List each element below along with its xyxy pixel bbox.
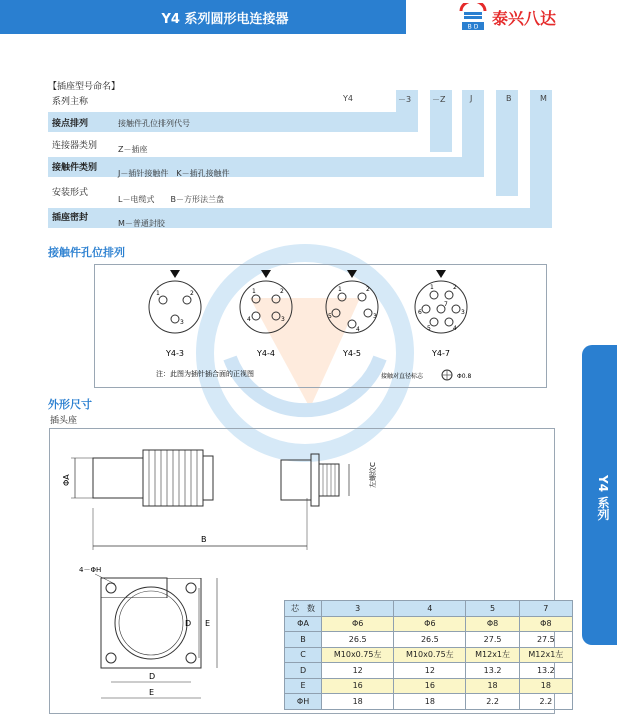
table-row-label: ΦH: [285, 694, 322, 710]
svg-text:2: 2: [190, 290, 194, 297]
table-row-label: D: [285, 663, 322, 679]
code-seal: M: [540, 94, 547, 103]
table-cell: M12x1左: [466, 647, 519, 663]
row-label-3: 连接器类别: [52, 141, 98, 151]
svg-text:1: 1: [252, 288, 256, 295]
svg-text:1: 1: [338, 286, 342, 293]
table-row: [285, 632, 573, 648]
brand-logo-icon: [458, 3, 488, 31]
table-cell: 16: [394, 678, 466, 694]
mount-hole-icon: [106, 653, 116, 663]
legend-label: 接触对直径标志: [381, 373, 424, 380]
socket-flange: [311, 454, 319, 506]
socket-thread: [319, 464, 339, 496]
mount-hole-icon: [186, 653, 196, 663]
code-series: Y4: [343, 94, 353, 103]
dim-phiA-label: ΦA: [62, 474, 71, 486]
layout-name-y4-5: Y4-5: [343, 349, 361, 358]
plug-body: [93, 458, 143, 498]
table-row: [285, 694, 573, 710]
table-header-cell: 3: [322, 601, 394, 617]
table-cell: 18: [466, 678, 519, 694]
layout-y4-4: [240, 270, 292, 358]
svg-text:5: 5: [427, 325, 431, 332]
pins-note: 注：此图为插针插合面的正视图: [156, 370, 254, 378]
svg-text:3: 3: [180, 319, 184, 326]
table-cell: Φ8: [519, 616, 572, 632]
table-cell: 18: [394, 694, 466, 710]
table-row: [285, 663, 573, 679]
code-col-b: [496, 90, 518, 196]
layout-y4-5: [326, 270, 378, 358]
svg-text:2: 2: [280, 288, 284, 295]
code-mount: B: [506, 94, 512, 103]
table-cell: 18: [322, 694, 394, 710]
svg-text:1: 1: [156, 290, 160, 297]
layout-y4-7: [415, 270, 467, 358]
dim-d2-label: D: [149, 672, 156, 681]
key-triangle-icon: [261, 270, 271, 278]
key-triangle-icon: [170, 270, 180, 278]
svg-text:5: 5: [328, 313, 332, 320]
svg-text:3: 3: [281, 316, 285, 323]
key-triangle-icon: [436, 270, 446, 278]
table-cell: 26.5: [322, 632, 394, 648]
row-label-4: 接触件类别: [52, 163, 98, 173]
svg-text:7: 7: [444, 301, 448, 308]
table-cell: M12x1左: [519, 647, 572, 663]
row-label-5: 安装形式: [52, 188, 89, 198]
svg-text:4: 4: [247, 316, 251, 323]
mount-hole-icon: [106, 583, 116, 593]
row-bar-4: [48, 157, 484, 177]
svg-text:4: 4: [453, 325, 457, 332]
table-cell: 12: [322, 663, 394, 679]
table-header-row: [285, 601, 573, 617]
table-cell: 16: [322, 678, 394, 694]
row-bar-2: [48, 112, 418, 132]
legend-value: Φ0.8: [457, 373, 472, 380]
table-header-cell: 5: [466, 601, 519, 617]
flange-front-view-diagram: [49, 578, 279, 714]
row-desc-5: L－电缆式 B－方形法兰盘: [118, 195, 224, 204]
row-desc-4: J－插针接触件 K－插孔接触件: [118, 169, 230, 178]
table-cell: 2.2: [519, 694, 572, 710]
row-desc-6: M－普通封胶: [118, 219, 165, 228]
svg-text:2: 2: [366, 286, 370, 293]
row-desc-3: Z－插座: [118, 145, 148, 154]
svg-text:4: 4: [356, 326, 360, 333]
table-cell: 13.2: [519, 663, 572, 679]
table-cell: Φ8: [466, 616, 519, 632]
pins-title: 接触件孔位排列: [48, 246, 125, 259]
dim-e2-label: E: [149, 688, 155, 697]
naming-heading: 【插座型号命名】: [48, 82, 121, 92]
svg-text:3: 3: [461, 309, 465, 316]
table-row-label: C: [285, 647, 322, 663]
table-row: [285, 616, 573, 632]
dim-c-label: 左螺纹C: [369, 462, 377, 488]
table-cell: Φ6: [322, 616, 394, 632]
table-header-cell: 7: [519, 601, 572, 617]
table-cell: 12: [394, 663, 466, 679]
row-label-2: 接点排列: [52, 119, 89, 129]
code-arrangement: －3: [398, 95, 412, 104]
page-title: Y4 系列圆形电连接器: [161, 12, 289, 27]
table-cell: 13.2: [466, 663, 519, 679]
svg-text:6: 6: [418, 309, 422, 316]
dim-e1-label: E: [205, 619, 211, 628]
layout-name-y4-7: Y4-7: [432, 349, 450, 358]
table-cell: Φ6: [394, 616, 466, 632]
table-row: [285, 647, 573, 663]
logo-caption: B D: [467, 23, 479, 31]
code-col-m: [530, 90, 552, 218]
svg-text:2: 2: [453, 284, 457, 291]
table-header-cell: 芯 数: [285, 601, 322, 617]
connector-side-view-diagram: [49, 428, 555, 598]
row-desc-2: 接触件孔位排列代号: [118, 119, 190, 128]
svg-text:3: 3: [373, 313, 377, 320]
table-header-cell: 4: [394, 601, 466, 617]
table-cell: 26.5: [394, 632, 466, 648]
pin-layouts-diagram: [94, 264, 547, 388]
side-tab-label: Y4 系列: [596, 475, 610, 521]
dim-d1-label: D: [185, 619, 192, 628]
dim-h-label: 4－ΦH: [79, 566, 102, 574]
layout-name-y4-3: Y4-3: [166, 349, 184, 358]
brand-name: 泰兴八达: [492, 9, 557, 28]
flange-opening: [115, 587, 187, 659]
table-row-label: ΦA: [285, 616, 322, 632]
table-row: [285, 678, 573, 694]
svg-text:1: 1: [430, 284, 434, 291]
dim-b-label: B: [201, 535, 207, 544]
table-row-label: E: [285, 678, 322, 694]
table-cell: 27.5: [466, 632, 519, 648]
dims-subtitle: 插头座: [50, 416, 78, 426]
code-contact: J: [470, 94, 473, 103]
table-cell: 2.2: [466, 694, 519, 710]
dims-title: 外形尺寸: [48, 398, 92, 411]
spec-table: [284, 600, 573, 710]
row-label-6: 插座密封: [52, 213, 89, 223]
table-cell: 18: [519, 678, 572, 694]
key-triangle-icon: [347, 270, 357, 278]
table-cell: M10x0.75左: [394, 647, 466, 663]
layout-name-y4-4: Y4-4: [257, 349, 275, 358]
table-row-label: B: [285, 632, 322, 648]
table-cell: 27.5: [519, 632, 572, 648]
socket-body: [281, 460, 311, 500]
table-cell: M10x0.75左: [322, 647, 394, 663]
mount-hole-icon: [186, 583, 196, 593]
layout-y4-3: [149, 270, 201, 358]
row-label-1: 系列主称: [52, 97, 89, 107]
code-category: －Z: [432, 95, 446, 104]
